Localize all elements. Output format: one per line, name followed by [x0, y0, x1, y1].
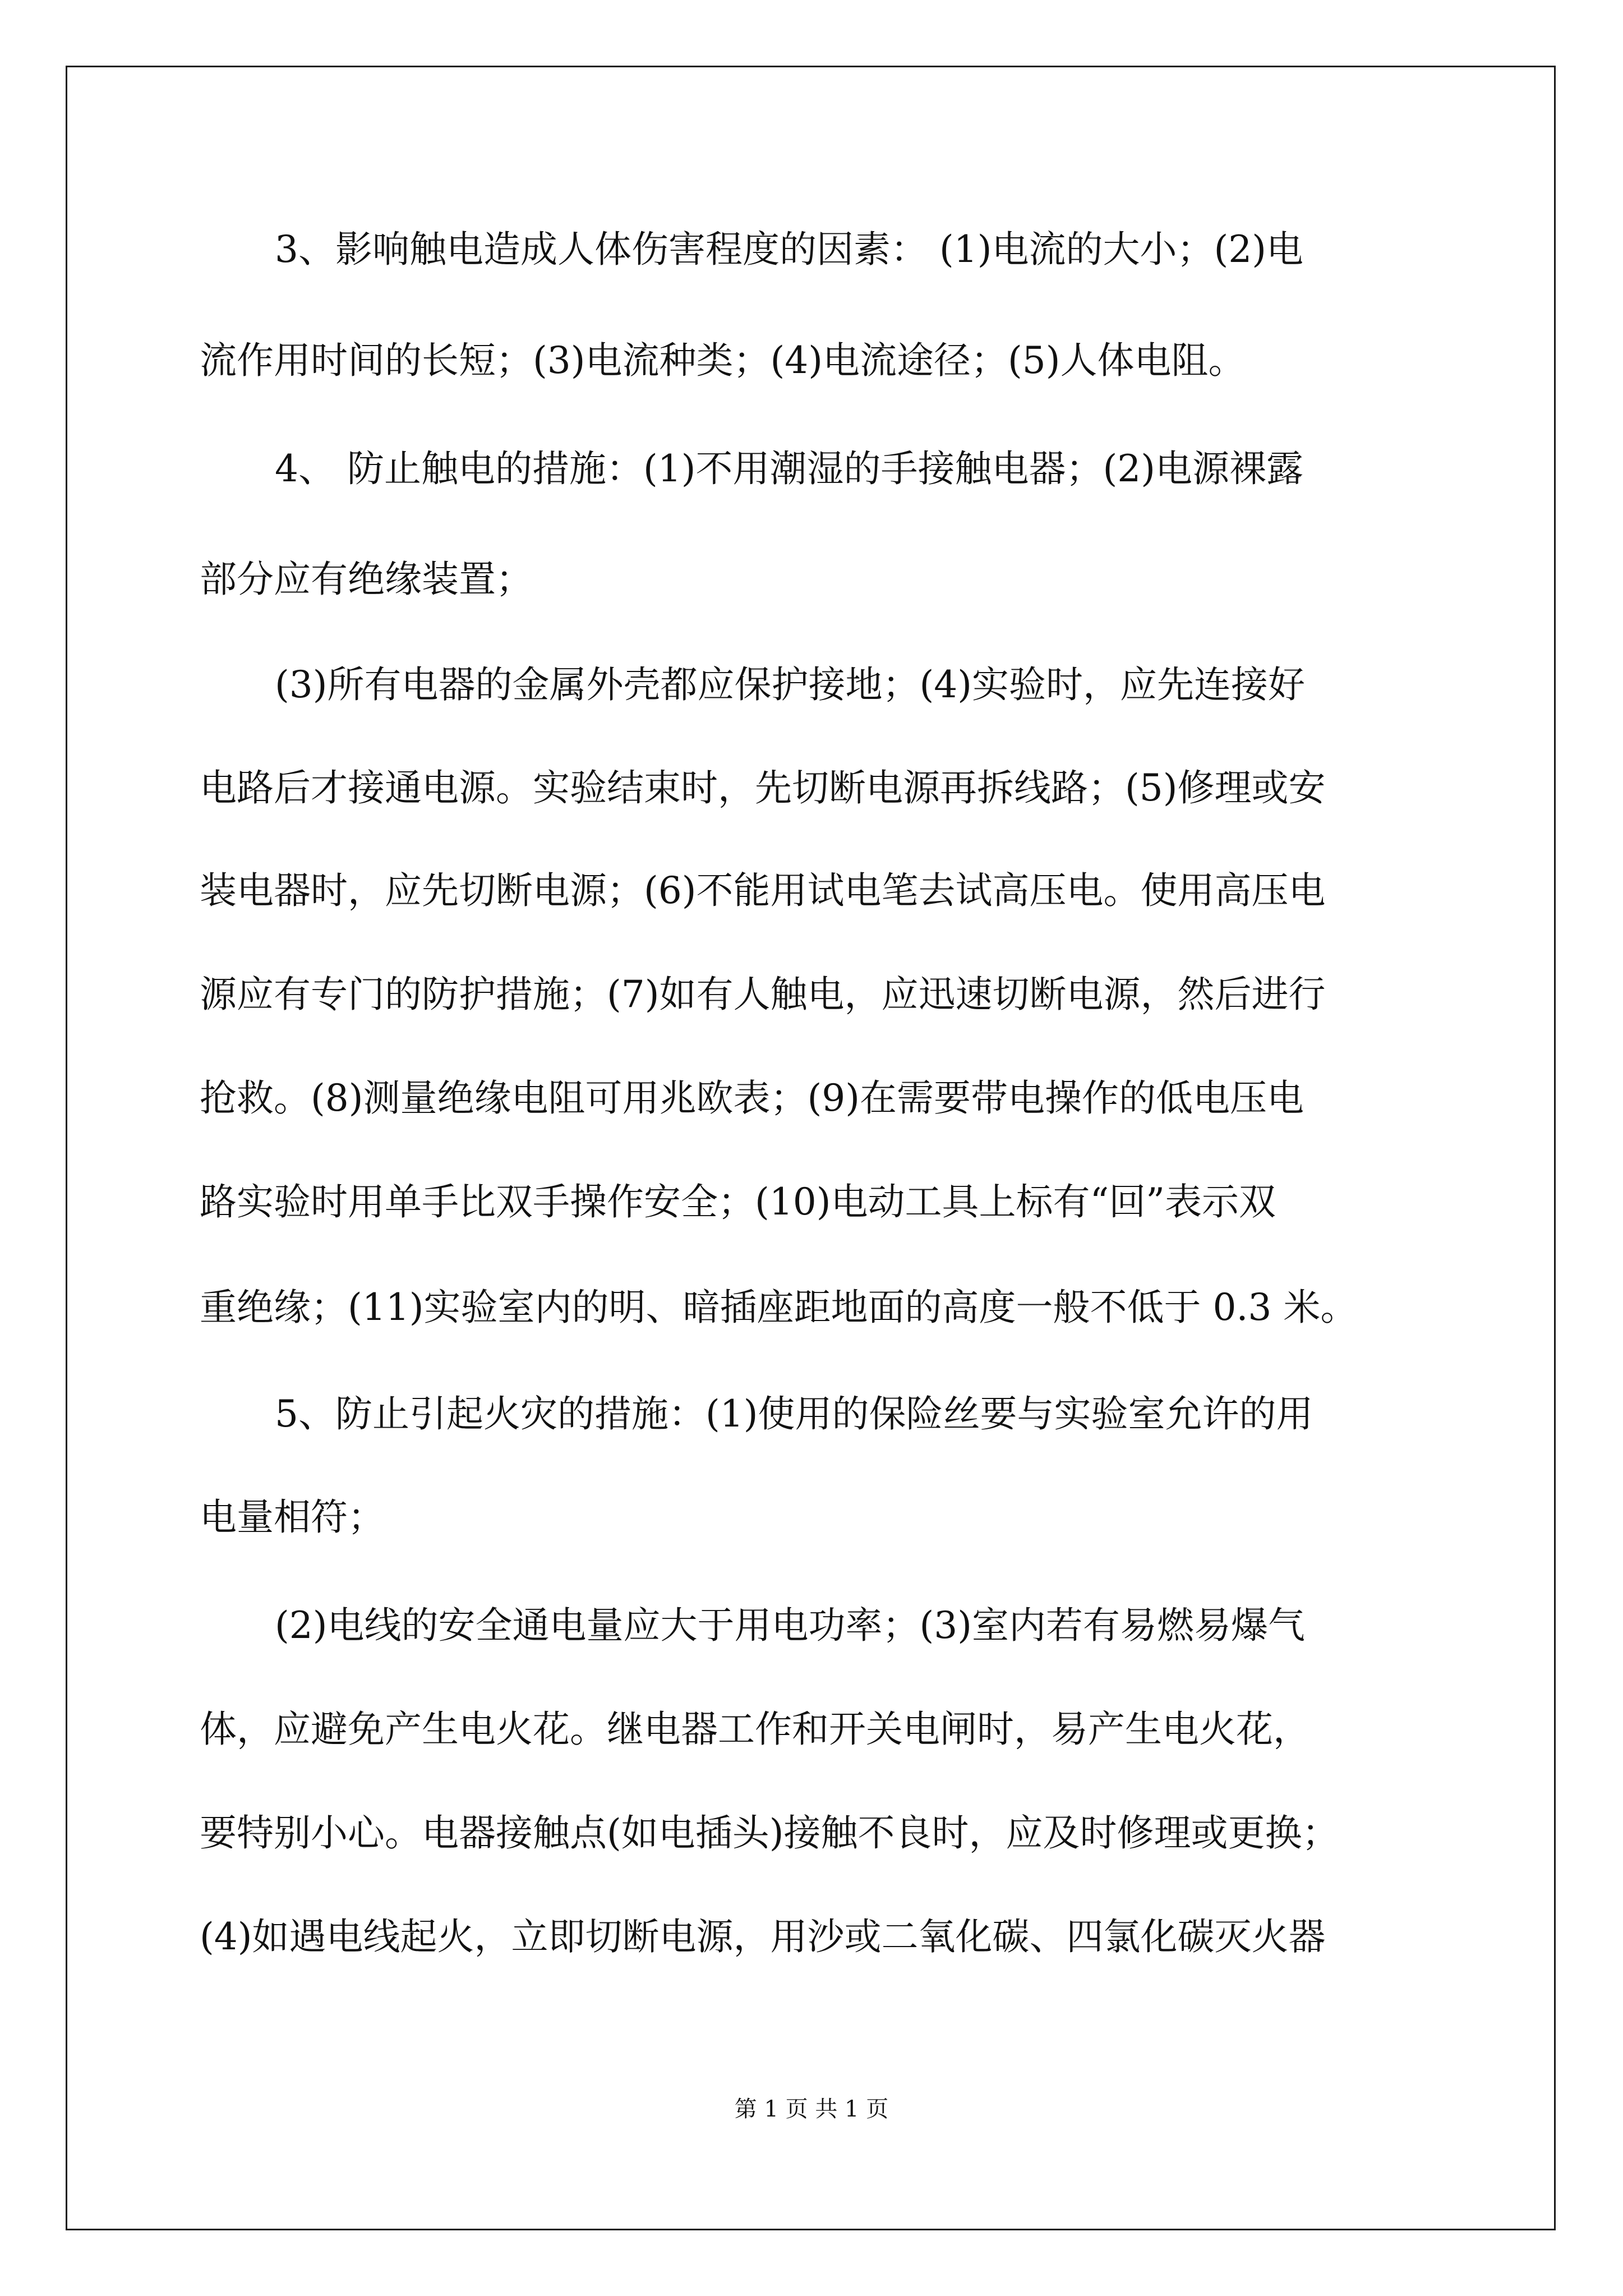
text-line: (2)电线的安全通电量应大于用电功率；(3)室内若有易燃易爆气	[275, 1604, 1305, 1647]
text-line: 抢救。(8)测量绝缘电阻可用兆欧表；(9)在需要带电操作的低电压电	[200, 1076, 1304, 1120]
text-line: 3、影响触电造成人体伤害程度的因素： (1)电流的大小；(2)电	[275, 228, 1303, 271]
text-line: (4)如遇电线起火，立即切断电源，用沙或二氧化碳、四氯化碳灭火器	[200, 1915, 1326, 1958]
text-line: 重绝缘；(11)实验室内的明、暗插座距地面的高度一般不低于 0.3 米。	[200, 1286, 1358, 1329]
text-line: 要特别小心。电器接触点(如电插头)接触不良时，应及时修理或更换；	[200, 1811, 1339, 1855]
text-line: 4、 防止触电的措施：(1)不用潮湿的手接触电器；(2)电源裸露	[275, 447, 1303, 490]
text-line: 5、防止引起火灾的措施：(1)使用的保险丝要与实验室允许的用	[275, 1392, 1313, 1435]
text-line: (3)所有电器的金属外壳都应保护接地；(4)实验时，应先连接好	[275, 663, 1305, 706]
text-line: 体，应避免产生电火花。继电器工作和开关电闸时，易产生电火花，	[200, 1708, 1310, 1751]
text-line: 部分应有绝缘装置；	[200, 558, 533, 601]
page-footer: 第 1 页 共 1 页	[734, 2096, 889, 2122]
text-line: 电量相符；	[200, 1496, 385, 1539]
text-line: 电路后才接通电源。实验结束时，先切断电源再拆线路；(5)修理或安	[200, 766, 1326, 809]
text-line: 源应有专门的防护措施；(7)如有人触电，应迅速切断电源，然后进行	[200, 973, 1326, 1016]
text-line: 流作用时间的长短；(3)电流种类；(4)电流途径；(5)人体电阻。	[200, 339, 1246, 382]
text-line: 装电器时，应先切断电源；(6)不能用试电笔去试高压电。使用高压电	[200, 869, 1326, 912]
text-line: 路实验时用单手比双手操作安全；(10)电动工具上标有“回”表示双	[200, 1180, 1276, 1223]
